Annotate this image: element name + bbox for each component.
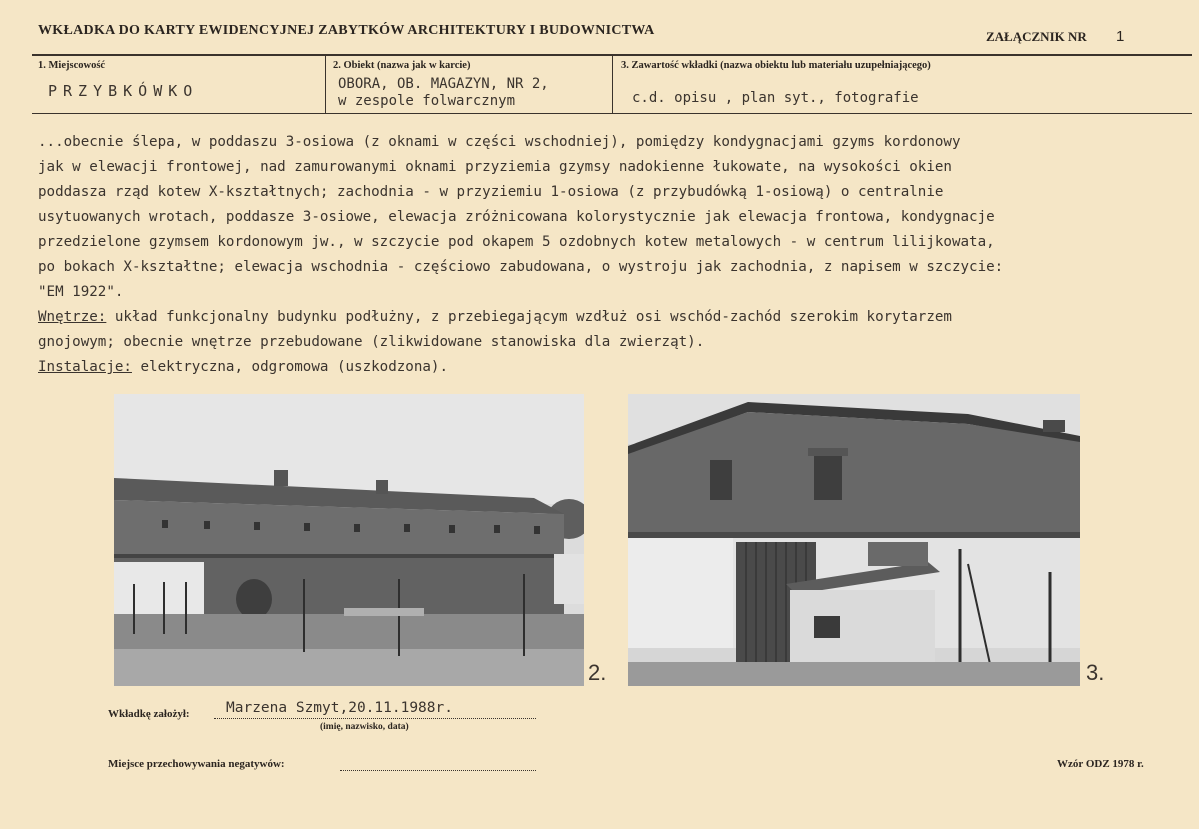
field-divider-2 <box>612 55 613 113</box>
field-divider-1 <box>325 55 326 113</box>
description-line: poddasza rząd kotew X-kształtnych; zachodnia - w przyziemiu 1-osiowa (z przybudówką 1-osiową) o centralnie <box>38 184 944 200</box>
header-rule-bottom <box>32 113 1192 114</box>
author-dotted-line <box>214 718 536 719</box>
interior-paragraph <box>38 305 1168 330</box>
field-2-value-line2: w zespole folwarcznym <box>338 93 516 109</box>
description-text <box>38 130 1168 380</box>
author-label: Wkładkę założył: <box>108 708 190 720</box>
description-line: usytuowanych wrotach, poddasze 3-osiowe, elewacja zróżnicowana kolorystycznie jak elewacja frontowa, kondygnacje <box>38 209 995 225</box>
interior-text-2: gnojowym; obecnie wnętrze przebudowane (zlikwidowane stanowiska dla zwierząt). <box>38 334 705 350</box>
interior-text-1: układ funkcjonalny budynku podłużny, z przebiegającym wzdłuż osi wschód-zachód szerokim korytarzem <box>106 309 952 325</box>
field-3-label: 3. Zawartość wkładki (nazwa obiektu lub materiału uzupełniającego) <box>621 60 931 71</box>
photo-barn-gable-graphic <box>628 394 1080 686</box>
installations-label: Instalacje: <box>38 359 132 375</box>
field-1-value: PRZYBKÓWKO <box>48 82 199 100</box>
installations-paragraph <box>38 355 1168 380</box>
description-line: przedzielone gzymsem kordonowym jw., w szczycie pod okapem 5 ozdobnych kotew metalowych - w centrum lilijkowata, <box>38 234 995 250</box>
field-2-label: 2. Obiekt (nazwa jak w karcie) <box>333 60 471 71</box>
description-line: ...obecnie ślepa, w poddaszu 3-osiowa (z oknami w części wschodniej), pomiędzy kondygnacjami gzyms kordonowy <box>38 134 961 150</box>
annex-number: 1 <box>1116 28 1125 45</box>
storage-label: Miejsce przechowywania negatywów: <box>108 758 285 770</box>
field-1-label: 1. Miejscowość <box>38 60 106 71</box>
description-line: jak w elewacji frontowej, nad zamurowanymi oknami przyziemia gzymsy nadokienne łukowate, na wysokości okien <box>38 159 952 175</box>
photo-2-number: 3. <box>1086 660 1105 685</box>
description-line: "EM 1922". <box>38 284 124 300</box>
author-value: Marzena Szmyt,20.11.1988r. <box>226 700 453 716</box>
document-title: WKŁADKA DO KARTY EWIDENCYJNEJ ZABYTKÓW ARCHITEKTURY I BUDOWNICTWA <box>38 23 655 38</box>
field-3-value: c.d. opisu , plan syt., fotografie <box>632 90 919 106</box>
form-id: Wzór ODZ 1978 r. <box>1057 758 1144 770</box>
photo-barn-south-graphic <box>114 394 584 686</box>
annex-label: ZAŁĄCZNIK NR <box>986 29 1087 44</box>
installations-text: elektryczna, odgromowa (uszkodzona). <box>131 359 449 375</box>
photo-barn-west-gable <box>628 394 1080 686</box>
field-2-value-line1: OBORA, OB. MAGAZYN, NR 2, <box>338 76 549 92</box>
author-sub-caption: (imię, nazwisko, data) <box>320 722 409 732</box>
photo-barn-south-view <box>114 394 584 686</box>
description-line: po bokach X-kształtne; elewacja wschodnia - częściowo zabudowana, o wystroju jak zachodnia, z napisem w szczycie: <box>38 259 1004 275</box>
storage-dotted-line <box>340 770 536 771</box>
interior-label: Wnętrze: <box>38 309 107 325</box>
photo-1-number: 2. <box>588 660 607 685</box>
